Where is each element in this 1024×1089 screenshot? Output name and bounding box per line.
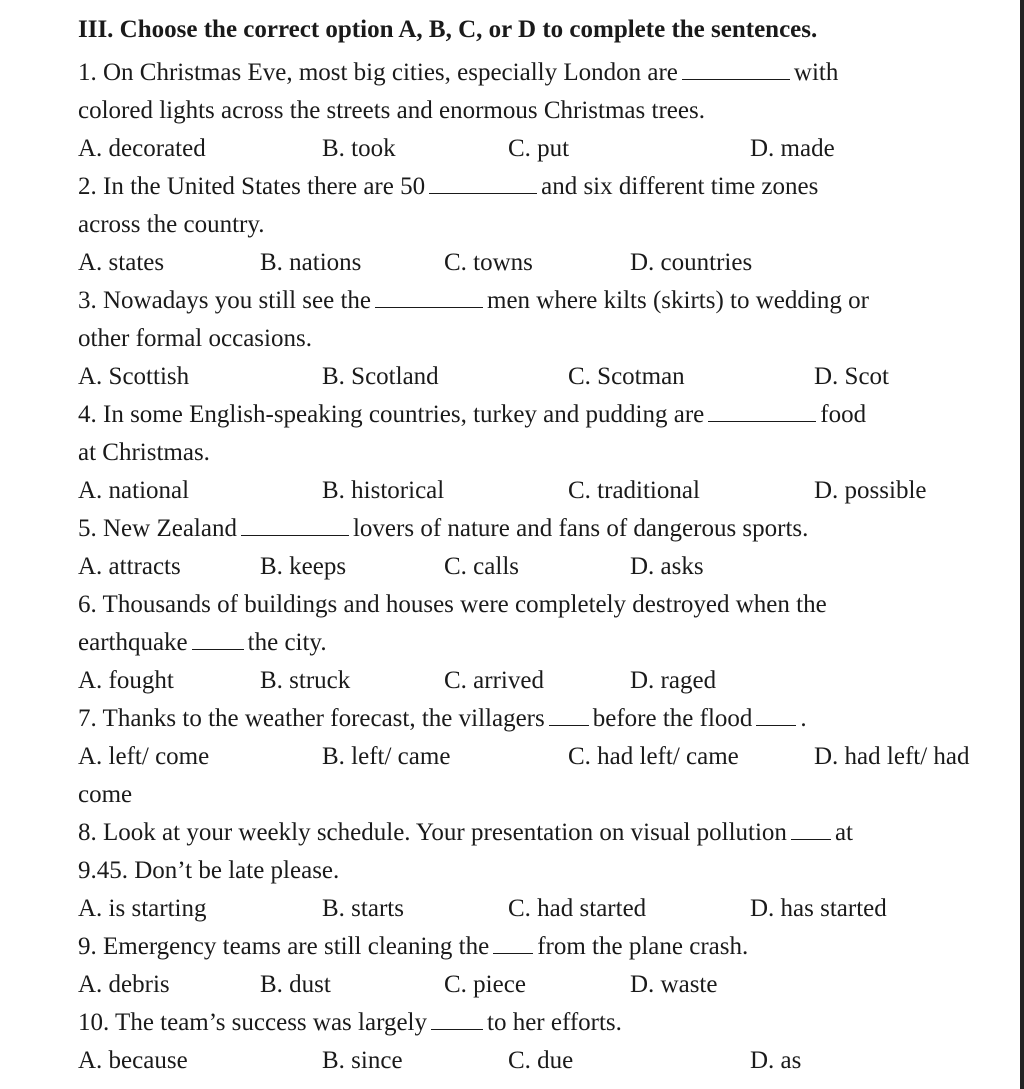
question-1-line-2: colored lights across the streets and enormous Christmas trees. (78, 97, 705, 124)
question-4-option-c[interactable]: C. traditional (568, 477, 700, 504)
question-6-option-a[interactable]: A. fought (78, 667, 174, 694)
question-10-text: to her efforts. (487, 1009, 622, 1036)
question-3-option-d[interactable]: D. Scot (814, 363, 889, 390)
question-3-text: men where kilts (skirts) to wedding or (487, 287, 869, 314)
question-7-option-d-wrap[interactable]: come (78, 781, 133, 808)
question-4-text: food (820, 401, 867, 428)
question-7-option-d[interactable]: D. had left/ had (814, 743, 970, 770)
question-3-option-c[interactable]: C. Scotman (568, 363, 685, 390)
question-10-text: 10. The team’s success was largely (78, 1009, 427, 1036)
question-1-option-c[interactable]: C. put (508, 135, 570, 162)
question-1-option-a[interactable]: A. decorated (78, 135, 206, 162)
question-7-option-c[interactable]: C. had left/ came (568, 743, 739, 770)
question-6-text: the city. (247, 629, 327, 656)
question-5-option-b[interactable]: B. keeps (260, 553, 347, 580)
question-5-text: lovers of nature and fans of dangerous sports. (352, 515, 809, 542)
question-8-option-b[interactable]: B. starts (322, 895, 404, 922)
answer-blank (241, 534, 349, 536)
question-9-line-1 (78, 934, 748, 959)
question-1-line-1 (78, 60, 838, 85)
question-8-text: 8. Look at your weekly schedule. Your presentation on visual pollution (78, 819, 787, 846)
answer-blank (375, 306, 483, 308)
question-7-line-1 (78, 706, 807, 731)
question-9-option-a[interactable]: A. debris (78, 971, 170, 998)
question-6-option-c[interactable]: C. arrived (444, 667, 544, 694)
question-10-option-b[interactable]: B. since (322, 1047, 403, 1074)
question-8-line-1 (78, 820, 853, 845)
question-10-line-1 (78, 1010, 622, 1035)
question-7-text: . (800, 705, 807, 732)
question-4-option-d[interactable]: D. possible (814, 477, 927, 504)
question-9-option-d[interactable]: D. waste (630, 971, 718, 998)
question-2-line-1 (78, 174, 818, 199)
question-9-option-c[interactable]: C. piece (444, 971, 526, 998)
question-10-option-a[interactable]: A. because (78, 1047, 188, 1074)
question-1-option-d[interactable]: D. made (750, 135, 835, 162)
question-5-option-a[interactable]: A. attracts (78, 553, 181, 580)
question-2-option-c[interactable]: C. towns (444, 249, 533, 276)
question-9-text: 9. Emergency teams are still cleaning the (78, 933, 490, 960)
question-1-text: with (793, 59, 839, 86)
question-7-text: 7. Thanks to the weather forecast, the villagers (78, 705, 545, 732)
answer-blank (493, 952, 533, 954)
question-1-text: 1. On Christmas Eve, most big cities, especially London are (78, 59, 678, 86)
question-3-line-1 (78, 288, 869, 313)
question-4-option-a[interactable]: A. national (78, 477, 190, 504)
question-8-line-2: 9.45. Don’t be late please. (78, 857, 340, 884)
question-7-text: before the flood (592, 705, 753, 732)
question-6-text: earthquake (78, 629, 188, 656)
question-8-option-d[interactable]: D. has started (750, 895, 887, 922)
question-2-option-d[interactable]: D. countries (630, 249, 753, 276)
question-2-line-2: across the country. (78, 211, 265, 238)
question-4-option-b[interactable]: B. historical (322, 477, 445, 504)
question-10-option-d[interactable]: D. as (750, 1047, 802, 1074)
question-6-option-b[interactable]: B. struck (260, 667, 351, 694)
question-4-line-1 (78, 402, 866, 427)
question-5-option-c[interactable]: C. calls (444, 553, 519, 580)
question-9-option-b[interactable]: B. dust (260, 971, 331, 998)
question-1-option-b[interactable]: B. took (322, 135, 396, 162)
answer-blank (549, 724, 589, 726)
question-2-text: 2. In the United States there are 50 (78, 173, 426, 200)
question-3-line-2: other formal occasions. (78, 325, 312, 352)
question-5-text: 5. New Zealand (78, 515, 237, 542)
question-3-text: 3. Nowadays you still see the (78, 287, 372, 314)
answer-blank (708, 420, 816, 422)
question-10-option-c[interactable]: C. due (508, 1047, 574, 1074)
page-edge-rule (1020, 0, 1024, 1089)
question-7-option-a[interactable]: A. left/ come (78, 743, 210, 770)
question-6-option-d[interactable]: D. raged (630, 667, 717, 694)
answer-blank (756, 724, 796, 726)
question-3-option-a[interactable]: A. Scottish (78, 363, 190, 390)
answer-blank (429, 192, 537, 194)
question-5-line-1 (78, 516, 808, 541)
question-5-option-d[interactable]: D. asks (630, 553, 704, 580)
question-8-option-c[interactable]: C. had started (508, 895, 647, 922)
question-6-line-2 (78, 630, 327, 655)
question-4-line-2: at Christmas. (78, 439, 210, 466)
question-7-option-b[interactable]: B. left/ came (322, 743, 451, 770)
question-3-option-b[interactable]: B. Scotland (322, 363, 439, 390)
question-2-option-b[interactable]: B. nations (260, 249, 362, 276)
question-9-text: from the plane crash. (537, 933, 749, 960)
answer-blank (431, 1028, 483, 1030)
question-6-line-1: 6. Thousands of buildings and houses were completely destroyed when the (78, 591, 827, 618)
question-4-text: 4. In some English-speaking countries, turkey and pudding are (78, 401, 705, 428)
answer-blank (791, 838, 831, 840)
question-2-option-a[interactable]: A. states (78, 249, 165, 276)
section-heading: III. Choose the correct option A, B, C, or D to complete the sentences. (78, 16, 818, 43)
question-2-text: and six different time zones (541, 173, 819, 200)
question-8-text: at (834, 819, 853, 846)
answer-blank (682, 78, 790, 80)
answer-blank (192, 648, 244, 650)
question-8-option-a[interactable]: A. is starting (78, 895, 207, 922)
